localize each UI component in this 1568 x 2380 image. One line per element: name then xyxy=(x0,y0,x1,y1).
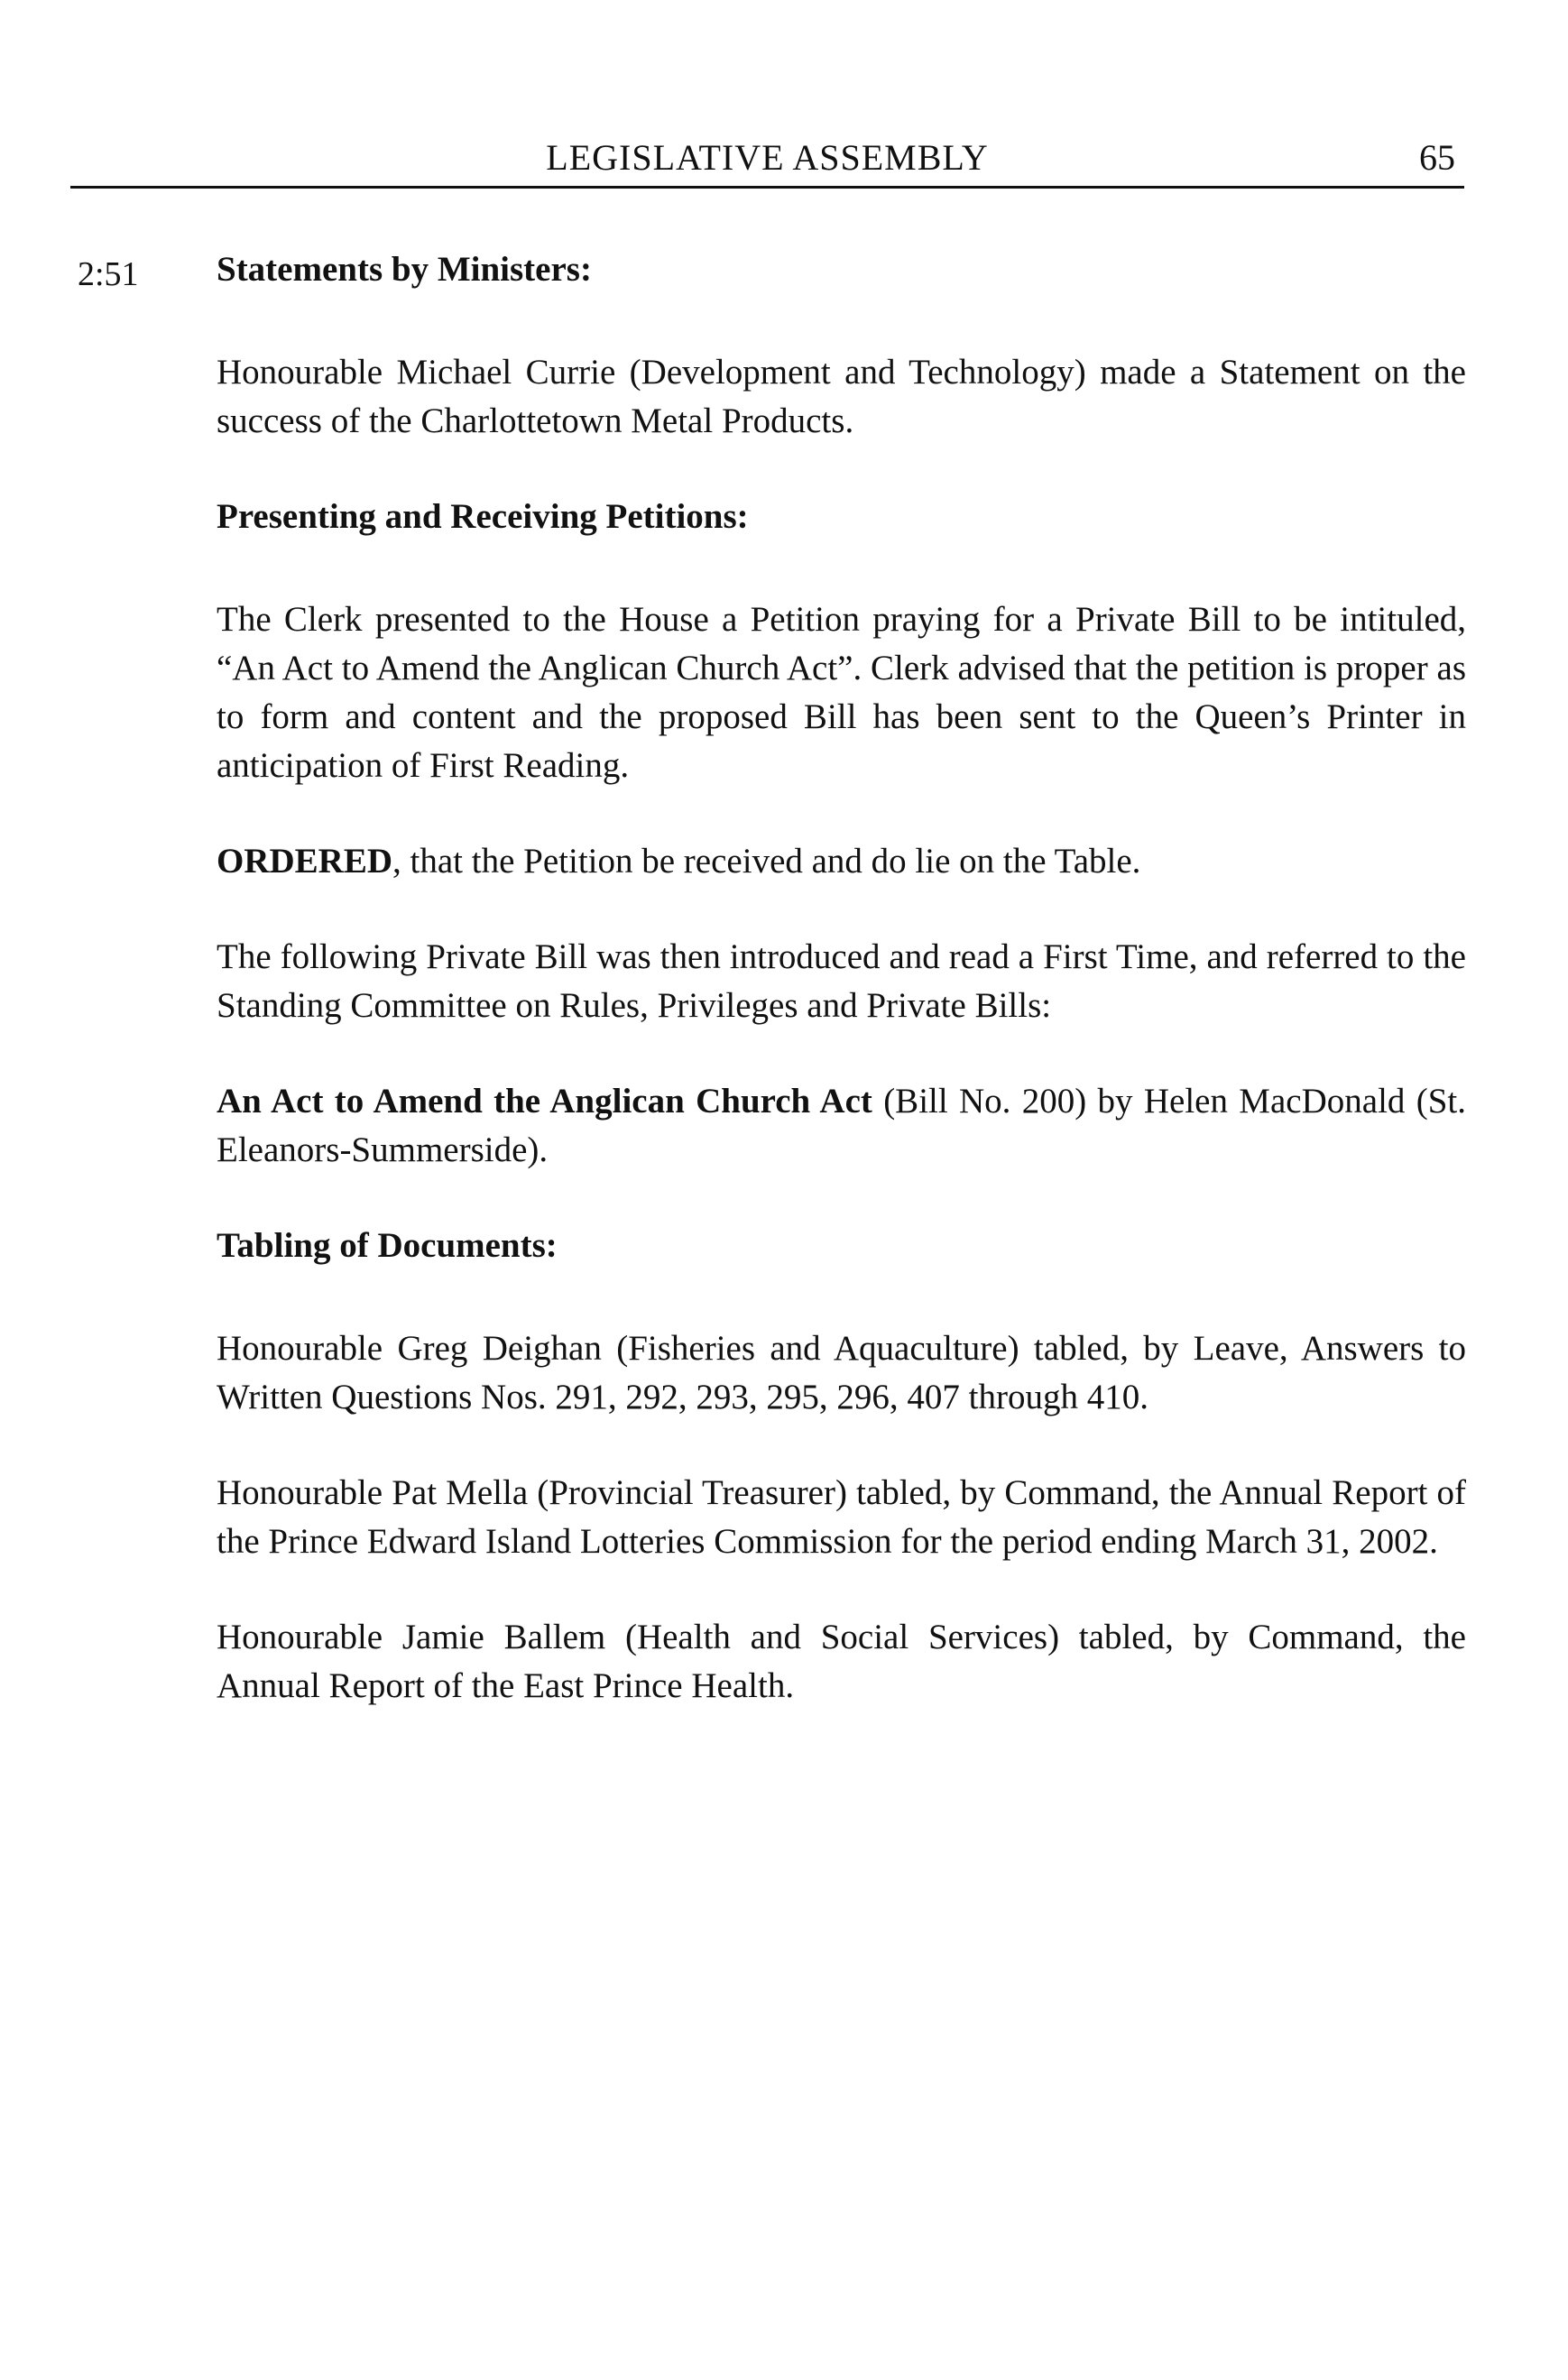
ordered-text: , that the Petition be received and do lie on the Table. xyxy=(392,842,1141,881)
bill-paragraph xyxy=(217,1077,1466,1175)
statements-heading: Statements by Ministers: xyxy=(217,250,592,289)
tabling-paragraph-3: Honourable Jamie Ballem (Health and Social Services) tabled, by Command, the Annual Report of the East Prince Health. xyxy=(217,1618,1466,1705)
petition-paragraph: The Clerk presented to the House a Petition praying for a Private Bill to be intituled, “An Act to Amend the Anglican Church Act”. Clerk advised that the petition is proper as to form and content and the proposed Bill has been sent to the Queen’s Printer in anticipation of First Reading. xyxy=(217,600,1466,785)
header-title: LEGISLATIVE ASSEMBLY xyxy=(546,137,989,178)
tabling-heading: Tabling of Documents: xyxy=(217,1226,558,1265)
petitions-heading: Presenting and Receiving Petitions: xyxy=(217,497,749,536)
bill-details: (Bill No. 200) by Helen MacDonald (St. Eleanors-Summerside). xyxy=(217,1082,1466,1169)
private-bill-paragraph: The following Private Bill was then introduced and read a First Time, and referred to the Standing Committee on Rules, Privileges and Private Bills: xyxy=(217,937,1466,1025)
header-rule xyxy=(70,186,1464,189)
page-number: 65 xyxy=(1419,137,1455,178)
ordered-paragraph xyxy=(217,837,1466,886)
tabling-paragraph-1: Honourable Greg Deighan (Fisheries and Aquaculture) tabled, by Leave, Answers to Written Questions Nos. 291, 292, 293, 295, 296, 407 through 410. xyxy=(217,1329,1466,1416)
statement-paragraph: Honourable Michael Currie (Development and Technology) made a Statement on the success of the Charlottetown Metal Products. xyxy=(217,353,1466,440)
journal-content xyxy=(217,245,1466,1757)
running-header xyxy=(70,135,1464,189)
bill-title: An Act to Amend the Anglican Church Act xyxy=(217,1082,872,1121)
time-stamp: 2:51 xyxy=(78,255,139,293)
tabling-paragraph-2: Honourable Pat Mella (Provincial Treasurer) tabled, by Command, the Annual Report of the Prince Edward Island Lotteries Commission for the period ending March 31, 2002. xyxy=(217,1473,1466,1561)
ordered-keyword: ORDERED xyxy=(217,842,393,881)
